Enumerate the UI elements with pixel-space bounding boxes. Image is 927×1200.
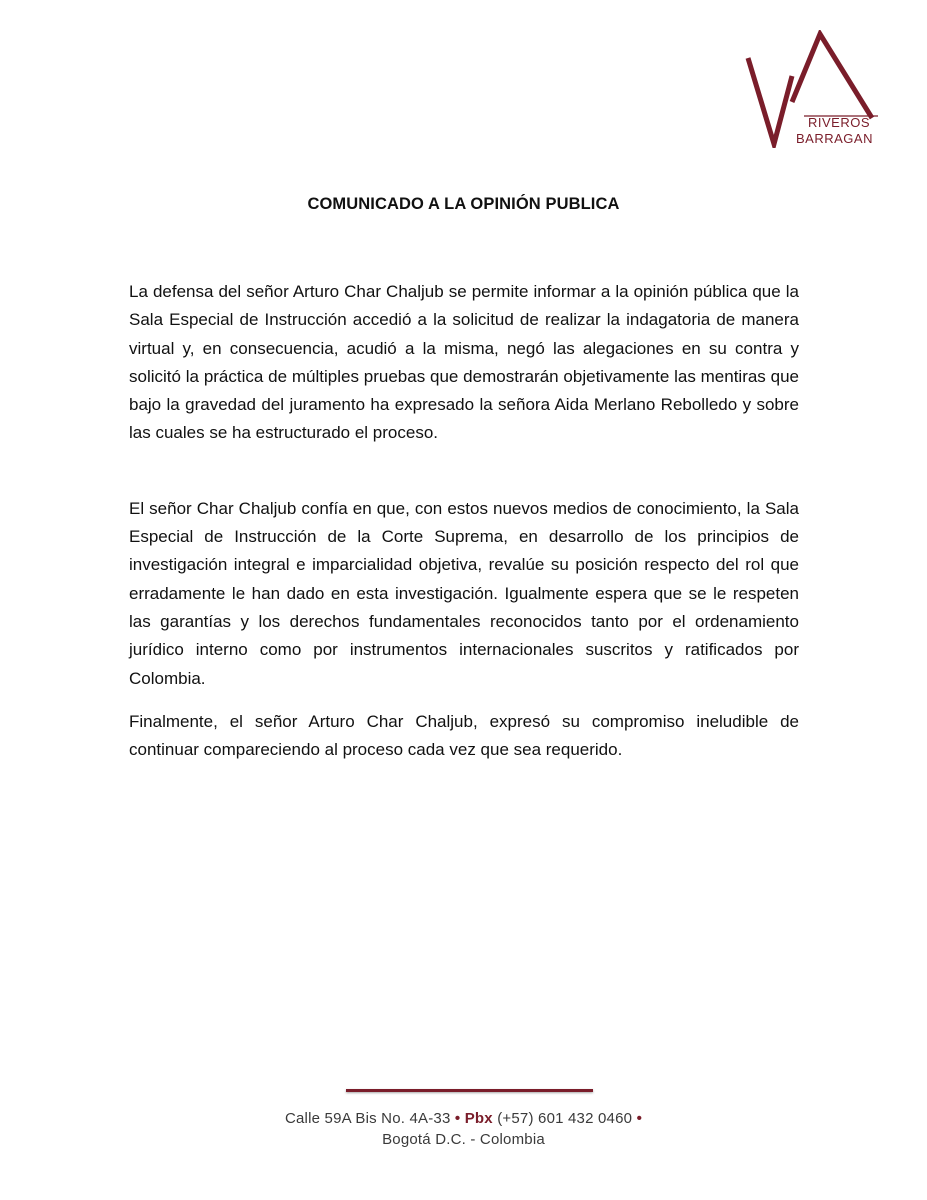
va-monogram-logo <box>744 30 884 148</box>
document-body <box>129 278 799 764</box>
paragraph-3: Finalmente, el señor Arturo Char Chaljub, expresó su compromiso ineludible de continuar compareciendo al proceso cada vez que sea requerido. <box>129 711 799 760</box>
footer <box>0 1108 927 1150</box>
footer-bullet-1: • <box>454 1110 461 1127</box>
logo-text-riveros: RIVEROS <box>808 115 871 130</box>
footer-divider <box>346 1089 593 1092</box>
footer-city: Bogotá D.C. - Colombia <box>382 1131 545 1148</box>
footer-line-1 <box>0 1108 927 1129</box>
footer-address: Calle 59A Bis No. 4A-33 <box>284 1110 451 1127</box>
logo-text-barragan: BARRAGAN <box>796 131 873 146</box>
paragraph-2: El señor Char Chaljub confía en que, con estos nuevos medios de conocimiento, la Sala Especial de Instrucción de la Corte Suprema, en desarrollo de los principios de investigación integral e imparcialidad objetiva, revalúe su posición respecto del rol que erradamente le han dado en esta investigación. Igualmente espera que se le respeten las garantías y los derechos fundamentales reconocidos tanto por el ordenamiento jurídico interno como por instrumentos internacionales suscritos y ratificados por Colombia. <box>129 498 799 688</box>
document-title: COMUNICADO A LA OPINIÓN PUBLICA <box>307 195 620 213</box>
footer-phone: (+57) 601 432 0460 <box>497 1110 633 1127</box>
footer-pbx-label: Pbx <box>464 1110 493 1127</box>
footer-bullet-2: • <box>636 1110 643 1127</box>
paragraph-1: La defensa del señor Arturo Char Chaljub se permite informar a la opinión pública que la Sala Especial de Instrucción accedió a la solicitud de realizar la indagatoria de manera virtual y, en consecuencia, acudió a la misma, negó las alegaciones en su contra y solicitó la práctica de múltiples pruebas que demostrarán objetivamente las mentiras que bajo la gravedad del juramento ha expresado la señora Aida Merlano Rebolledo y sobre las cuales se ha estructurado el proceso. <box>129 282 799 443</box>
company-logo <box>744 30 884 148</box>
